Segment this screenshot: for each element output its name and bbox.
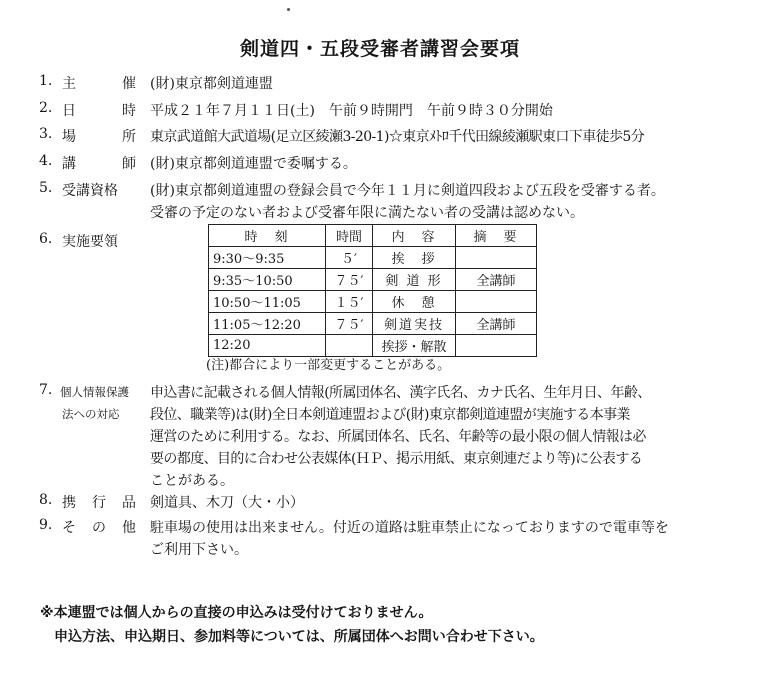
table-row (209, 291, 537, 313)
section-6-label: 実施要領 (62, 234, 118, 250)
row-time: 12:20 (209, 335, 326, 357)
table-row (209, 247, 537, 269)
row-duration: ５′ (326, 247, 373, 269)
header-duration: 時間 (326, 225, 373, 247)
row-duration: ７５′ (326, 269, 373, 291)
section-7-line-2: 段位、職業等)は(財)全日本剣道連盟および(財)東京都剣道連盟が実施する本事業 (150, 407, 630, 423)
section-5-label: 受講資格 (62, 183, 118, 199)
schedule-note: (注)都合により一部変更することがある。 (206, 358, 451, 373)
header-content: 内 容 (373, 225, 456, 247)
table-row (209, 313, 537, 335)
bottom-note-2: 申込方法、申込期日、参加料等については、所属団体へお問い合わせ下さい。 (54, 629, 544, 645)
section-8-value: 剣道具、木刀（大・小） (150, 495, 304, 511)
header-remarks: 摘 要 (456, 225, 537, 247)
row-duration: １５′ (326, 291, 373, 313)
section-3-number: 3. (39, 126, 53, 142)
section-7-line-4: 要の都度、目的に合わせ公表媒体(ＨＰ、掲示用紙、東京剣連だより等)に公表する (150, 451, 643, 467)
section-5-number: 5. (39, 180, 53, 196)
section-4-value: (財)東京都剣道連盟で委嘱する。 (150, 156, 357, 172)
row-time: 11:05〜12:20 (209, 313, 326, 335)
row-content: 剣道実技 (373, 313, 456, 335)
scan-speck (287, 8, 290, 11)
row-content: 剣 道 形 (373, 269, 456, 291)
section-8-label: 携 行 品 (62, 495, 136, 511)
section-2-number: 2. (39, 100, 53, 116)
row-remarks (456, 247, 537, 269)
bottom-note-1: ※本連盟では個人からの直接の申込みは受付けておりません。 (40, 605, 433, 621)
row-remarks: 全講師 (456, 269, 537, 291)
section-7-label-line-1: 個人情報保護 (60, 385, 129, 399)
row-time: 9:30〜9:35 (209, 247, 326, 269)
section-2-value: 平成２１年７月１１日(土) 午前９時開門 午前９時３０分開始 (150, 103, 553, 119)
table-header-row (209, 225, 537, 247)
row-duration: ７５′ (326, 313, 373, 335)
section-7-line-3: 運営のために利用する。なお、所属団体名、氏名、年齢等の最小限の個人情報は必 (150, 429, 646, 445)
section-3-value: 東京武道館大武道場(足立区綾瀬3-20-1)☆東京ﾒﾄﾛ千代田線綾瀬駅東口下車徒歩5分 (150, 129, 645, 145)
section-9-line-2: ご利用下さい。 (150, 542, 248, 558)
section-5-line-2: 受審の予定のない者および受審年限に満たない者の受講は認めない。 (150, 205, 584, 221)
section-7-line-5: ことがある。 (150, 473, 234, 489)
section-7-line-1: 申込書に記載される個人情報(所属団体名、漢字氏名、カナ氏名、生年月日、年齢、 (150, 385, 651, 401)
row-remarks (456, 335, 537, 357)
section-8-number: 8. (39, 492, 53, 508)
section-1-value: (財)東京都剣道連盟 (150, 76, 273, 92)
row-remarks (456, 291, 537, 313)
section-2-label: 日 時 (62, 103, 136, 119)
section-4-label: 講 師 (62, 156, 136, 172)
page-title: 剣道四・五段受審者講習会要項 (239, 38, 520, 60)
section-1-number: 1. (39, 73, 53, 89)
section-4-number: 4. (39, 153, 53, 169)
table-row (209, 269, 537, 291)
section-9-number: 9. (39, 517, 53, 533)
section-9-label: そ の 他 (62, 520, 136, 536)
section-6-number: 6. (39, 231, 53, 247)
row-content: 挨 拶 (373, 247, 456, 269)
row-time: 10:50〜11:05 (209, 291, 326, 313)
header-time: 時 刻 (209, 225, 326, 247)
section-7-number: 7. (39, 382, 53, 398)
section-1-label: 主 催 (62, 76, 136, 92)
row-time: 9:35〜10:50 (209, 269, 326, 291)
section-7-label-line-2: 法への対応 (62, 407, 120, 421)
section-5-line-1: (財)東京都剣道連盟の登録会員で今年１１月に剣道四段および五段を受審する者。 (150, 183, 665, 199)
section-3-label: 場 所 (62, 129, 136, 145)
section-9-line-1: 駐車場の使用は出来ません。付近の道路は駐車禁止になっておりますので電車等を (150, 520, 669, 536)
row-content: 休 憩 (373, 291, 456, 313)
row-remarks: 全講師 (456, 313, 537, 335)
row-content: 挨拶・解散 (373, 335, 456, 357)
schedule-table (208, 224, 537, 357)
